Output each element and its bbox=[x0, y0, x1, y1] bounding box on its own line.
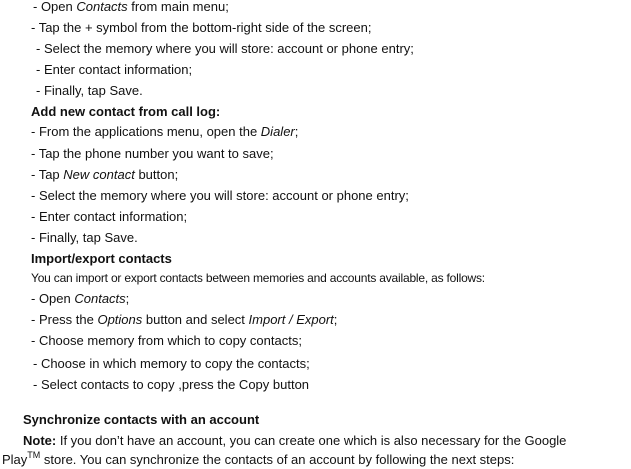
step-open-contacts-2: - Open Contacts; bbox=[31, 291, 130, 306]
step-open-contacts: - Open Contacts from main menu; bbox=[33, 0, 229, 14]
step-save-2: - Finally, tap Save. bbox=[31, 230, 138, 245]
step-select-memory-2: - Select the memory where you will store: account or phone entry; bbox=[31, 188, 409, 203]
note-line-2: Play™ store. You can synchronize the contacts of an account by following the next steps: bbox=[2, 450, 515, 467]
heading-synchronize: Synchronize contacts with an account bbox=[23, 412, 260, 427]
step-enter-info-2: - Enter contact information; bbox=[31, 209, 188, 224]
step-choose-memory-to: - Choose in which memory to copy the contacts; bbox=[33, 356, 310, 371]
step-select-memory: - Select the memory where you will store: account or phone entry; bbox=[36, 41, 414, 56]
step-tap-plus: - Tap the + symbol from the bottom-right side of the screen; bbox=[31, 20, 372, 35]
note-line-1: Note: If you don’t have an account, you can create one which is also necessary for the Google bbox=[23, 433, 567, 448]
step-save: - Finally, tap Save. bbox=[36, 83, 143, 98]
heading-add-from-call-log: Add new contact from call log: bbox=[31, 104, 221, 119]
step-choose-memory-from: - Choose memory from which to copy contacts; bbox=[31, 333, 302, 348]
heading-import-export: Import/export contacts bbox=[31, 251, 172, 266]
step-select-contacts: - Select contacts to copy ,press the Copy button bbox=[33, 377, 310, 392]
step-open-dialer: - From the applications menu, open the Dialer; bbox=[31, 124, 299, 139]
step-press-options: - Press the Options button and select Import / Export; bbox=[31, 312, 338, 327]
trademark-mark: TM bbox=[27, 450, 41, 460]
step-tap-new-contact: - Tap New contact button; bbox=[31, 167, 179, 182]
step-tap-number: - Tap the phone number you want to save; bbox=[31, 146, 274, 161]
import-export-intro: You can import or export contacts between memories and accounts available, as follows: bbox=[31, 271, 485, 285]
step-enter-info: - Enter contact information; bbox=[36, 62, 193, 77]
